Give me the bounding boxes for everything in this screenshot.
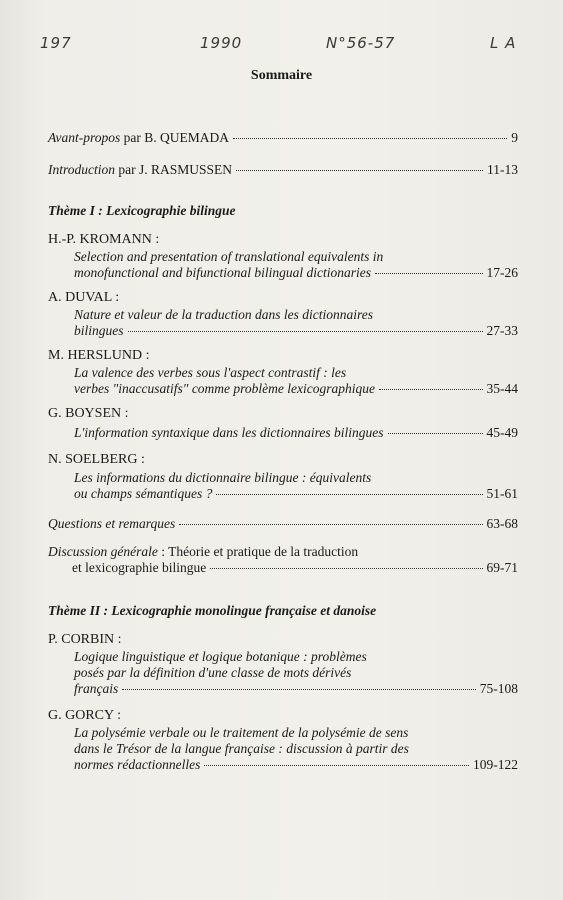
page-number: 45-49: [486, 425, 518, 440]
entry-author: M. HERSLUND :: [48, 348, 150, 363]
entry-author: P. CORBIN :: [48, 632, 122, 647]
entry-title: Discussion générale : Théorie et pratique de la traduction: [48, 544, 359, 559]
toc-entry[interactable]: verbes "inaccusatifs" comme problème lexicographique 35-44: [74, 381, 518, 396]
toc-entry[interactable]: bilingues 27-33: [74, 323, 518, 338]
section-heading: Thème I : Lexicographie bilingue: [48, 203, 236, 218]
page-number: 75-108: [479, 681, 518, 696]
page-number: 11-13: [487, 162, 518, 177]
toc-entry[interactable]: français 75-108: [74, 681, 518, 696]
toc-entry[interactable]: L'information syntaxique dans les dictionnaires bilingues 45-49: [74, 425, 518, 440]
handwritten-note: 197: [40, 34, 72, 52]
entry-author: A. DUVAL :: [48, 290, 120, 305]
entry-title: La valence des verbes sous l'aspect contrastif : les: [74, 365, 347, 380]
entry-author: H.-P. KROMANN :: [48, 232, 160, 247]
toc-entry-avant-propos[interactable]: Avant-propos par B. QUEMADA 9: [48, 130, 518, 145]
toc-entry[interactable]: monofunctional and bifunctional bilingual dictionaries 17-26: [74, 265, 518, 280]
toc-entry-discussion[interactable]: et lexicographie bilingue 69-71: [72, 560, 518, 575]
handwritten-note: 1990: [200, 34, 243, 52]
entry-title: Selection and presentation of translational equivalents in: [74, 249, 384, 264]
toc-entry-introduction[interactable]: Introduction par J. RASMUSSEN 11-13: [48, 162, 518, 177]
toc-entry[interactable]: normes rédactionnelles 109-122: [74, 757, 518, 772]
toc-entry-questions[interactable]: Questions et remarques 63-68: [48, 516, 518, 531]
section-heading: Thème II : Lexicographie monolingue française et danoise: [48, 603, 377, 618]
entry-author: G. GORCY :: [48, 708, 121, 723]
page-number: 27-33: [486, 323, 518, 338]
entry-title: Nature et valeur de la traduction dans les dictionnaires: [74, 307, 373, 322]
page-number: 9: [511, 130, 518, 145]
entry-title: Les informations du dictionnaire bilingue : équivalents: [74, 470, 372, 485]
page-number: 63-68: [486, 516, 518, 531]
page-title: Sommaire: [250, 68, 313, 83]
entry-title: La polysémie verbale ou le traitement de la polysémie de sens: [74, 725, 409, 740]
toc-entry[interactable]: ou champs sémantiques ? 51-61: [74, 486, 518, 501]
entry-author: N. SOELBERG :: [48, 452, 145, 467]
page-number: 69-71: [486, 560, 518, 575]
handwritten-note: L A: [490, 34, 517, 52]
page-number: 17-26: [486, 265, 518, 280]
page-number: 51-61: [486, 486, 518, 501]
entry-author: G. BOYSEN :: [48, 406, 129, 421]
handwritten-note: N°56-57: [326, 34, 396, 52]
entry-title: posés par la définition d'une classe de mots dérivés: [74, 665, 352, 680]
entry-title: Logique linguistique et logique botanique : problèmes: [74, 649, 367, 664]
page-number: 109-122: [473, 757, 518, 772]
page-number: 35-44: [486, 381, 518, 396]
entry-title: dans le Trésor de la langue française : discussion à partir des: [74, 741, 409, 756]
